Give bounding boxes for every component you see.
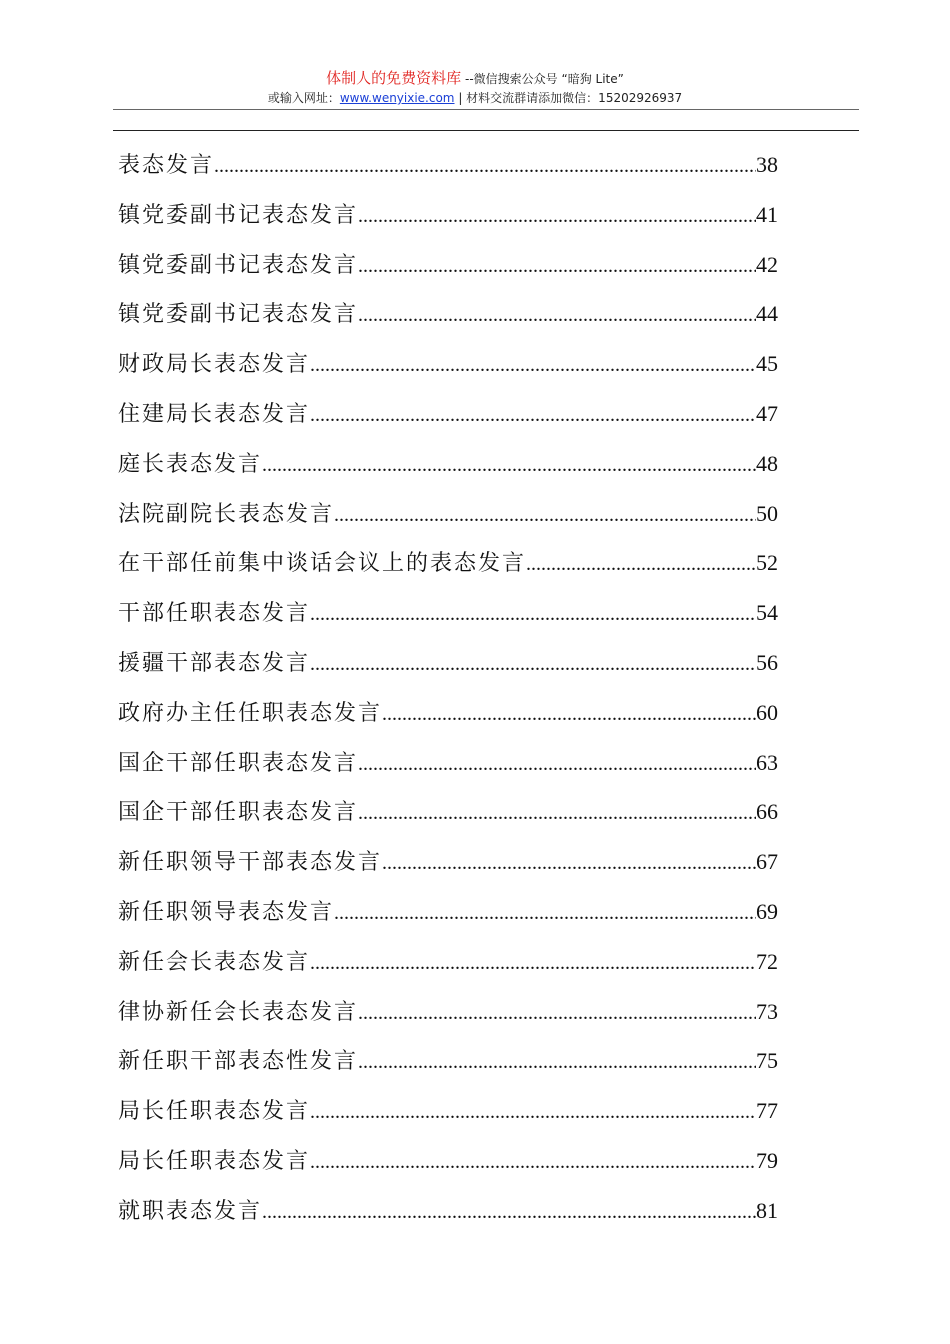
toc-entry[interactable] xyxy=(118,746,778,796)
toc-entry[interactable] xyxy=(118,995,778,1045)
toc-title: 镇党委副书记表态发言 xyxy=(118,202,359,228)
dot-leader xyxy=(358,753,756,776)
dot-leader xyxy=(310,603,756,626)
toc-page-number: 45 xyxy=(756,351,778,377)
dot-leader xyxy=(358,802,756,825)
dot-leader xyxy=(310,1101,756,1124)
toc-entry[interactable] xyxy=(118,696,778,746)
toc-entry[interactable] xyxy=(118,248,778,298)
toc-entry[interactable] xyxy=(118,497,778,547)
dot-leader xyxy=(310,354,756,377)
toc-page-number: 52 xyxy=(756,550,778,576)
toc-title: 局长任职表态发言 xyxy=(118,1148,311,1174)
dot-leader xyxy=(310,653,756,676)
toc-entry[interactable] xyxy=(118,397,778,447)
toc-page-number: 67 xyxy=(756,849,778,875)
toc-entry[interactable] xyxy=(118,1194,778,1244)
toc-title: 政府办主任任职表态发言 xyxy=(118,700,383,726)
toc-title: 干部任职表态发言 xyxy=(118,601,311,627)
toc-page-number: 72 xyxy=(756,948,778,974)
site-name: 体制人的免费资料库 xyxy=(326,69,462,87)
toc-title: 律协新任会长表态发言 xyxy=(118,999,359,1025)
toc-page-number: 48 xyxy=(756,450,778,476)
content-divider xyxy=(113,130,859,131)
toc-page-number: 42 xyxy=(756,251,778,277)
dot-leader xyxy=(526,553,756,576)
toc-page-number: 66 xyxy=(756,799,778,825)
url-prefix: 或输入网址： xyxy=(267,91,340,105)
dot-leader xyxy=(382,703,756,726)
dot-leader xyxy=(358,1002,756,1025)
dot-leader xyxy=(334,902,756,925)
toc-page-number: 50 xyxy=(756,500,778,526)
toc-page-number: 56 xyxy=(756,649,778,675)
toc-page-number: 44 xyxy=(756,301,778,327)
dot-leader xyxy=(358,255,756,278)
dot-leader xyxy=(310,404,756,427)
dot-leader xyxy=(358,205,756,228)
dot-leader xyxy=(214,155,756,178)
toc-page-number: 38 xyxy=(756,152,778,177)
toc-title: 新任会长表态发言 xyxy=(118,949,311,975)
toc-title: 镇党委副书记表态发言 xyxy=(118,302,359,328)
toc-title: 新任职干部表态性发言 xyxy=(118,1049,359,1075)
toc-entry[interactable] xyxy=(118,198,778,248)
toc-entry[interactable] xyxy=(118,646,778,696)
table-of-contents xyxy=(118,148,778,1244)
toc-page-number: 54 xyxy=(756,600,778,626)
dot-leader xyxy=(262,1201,756,1224)
toc-entry[interactable] xyxy=(118,845,778,895)
toc-page-number: 41 xyxy=(756,201,778,227)
toc-title: 新任职领导干部表态发言 xyxy=(118,850,383,876)
toc-page-number: 63 xyxy=(756,749,778,775)
toc-title: 援疆干部表态发言 xyxy=(118,650,311,676)
toc-entry[interactable] xyxy=(118,546,778,596)
toc-title: 住建局长表态发言 xyxy=(118,401,311,427)
toc-entry[interactable] xyxy=(118,945,778,995)
page-header xyxy=(0,68,950,107)
toc-entry[interactable] xyxy=(118,895,778,945)
toc-title: 庭长表态发言 xyxy=(118,451,263,477)
toc-page-number: 73 xyxy=(756,998,778,1024)
dot-leader xyxy=(334,504,756,527)
toc-entry[interactable] xyxy=(118,447,778,497)
toc-entry[interactable] xyxy=(118,148,778,198)
toc-title: 表态发言 xyxy=(118,153,215,178)
toc-page-number: 81 xyxy=(756,1197,778,1223)
toc-page-number: 79 xyxy=(756,1147,778,1173)
header-divider xyxy=(113,109,859,110)
toc-entry[interactable] xyxy=(118,596,778,646)
toc-entry[interactable] xyxy=(118,1044,778,1094)
wechat-text: --微信搜索公众号 “暗狗 Lite” xyxy=(465,72,624,86)
toc-page-number: 60 xyxy=(756,699,778,725)
toc-entry[interactable] xyxy=(118,1144,778,1194)
dot-leader xyxy=(310,1151,756,1174)
toc-page-number: 47 xyxy=(756,400,778,426)
toc-title: 国企干部任职表态发言 xyxy=(118,750,359,776)
toc-entry[interactable] xyxy=(118,347,778,397)
contact-text: | 材料交流群请添加微信：15202926937 xyxy=(458,91,683,105)
toc-title: 国企干部任职表态发言 xyxy=(118,800,359,826)
toc-title: 财政局长表态发言 xyxy=(118,352,311,378)
toc-title: 新任职领导表态发言 xyxy=(118,899,335,925)
dot-leader xyxy=(358,304,756,327)
toc-title: 法院副院长表态发言 xyxy=(118,501,335,527)
toc-entry[interactable] xyxy=(118,795,778,845)
dot-leader xyxy=(382,852,756,875)
toc-title: 局长任职表态发言 xyxy=(118,1099,311,1125)
toc-entry[interactable] xyxy=(118,297,778,347)
dot-leader xyxy=(358,1051,756,1074)
dot-leader xyxy=(310,952,756,975)
toc-page-number: 75 xyxy=(756,1048,778,1074)
dot-leader xyxy=(262,454,756,477)
toc-title: 在干部任前集中谈话会议上的表态发言 xyxy=(118,551,527,577)
toc-entry[interactable] xyxy=(118,1094,778,1144)
toc-page-number: 69 xyxy=(756,898,778,924)
toc-title: 镇党委副书记表态发言 xyxy=(118,252,359,278)
toc-page-number: 77 xyxy=(756,1098,778,1124)
toc-title: 就职表态发言 xyxy=(118,1198,263,1224)
website-link[interactable]: www.wenyixie.com xyxy=(339,91,455,105)
